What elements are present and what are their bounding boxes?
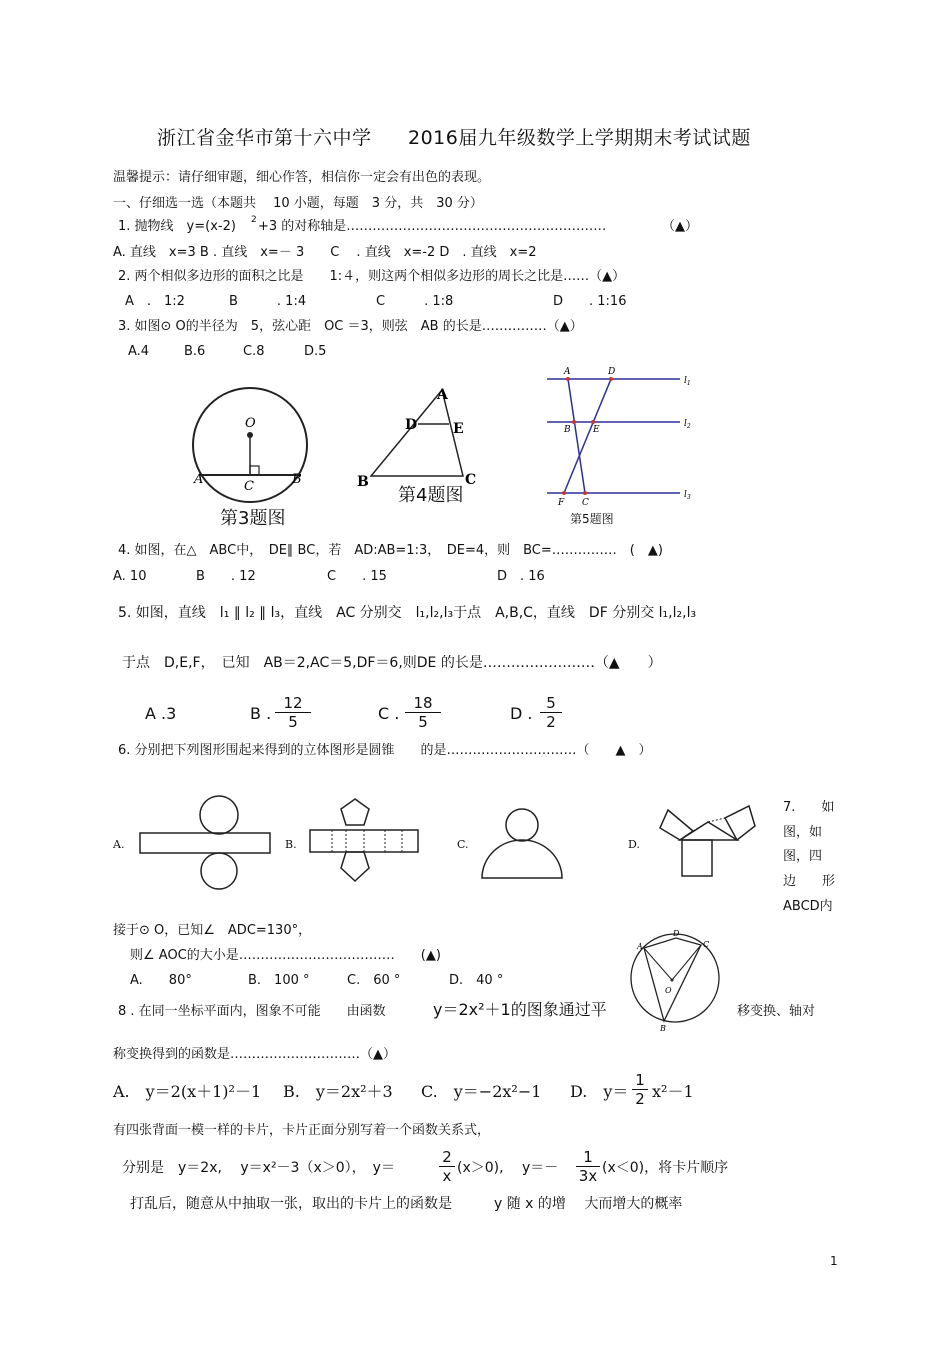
q6-figure-a (130, 795, 260, 895)
label-b: B (660, 1024, 666, 1033)
q7-option-b: B. 100 ° (248, 973, 310, 988)
denominator: 2 (632, 1089, 648, 1108)
q6-label-d: D. (628, 838, 640, 851)
label-o: O (665, 986, 672, 995)
q5-option-b: B . (250, 704, 272, 723)
q7-option-c: C. 60 ° (347, 973, 401, 988)
label-e: E (453, 421, 464, 437)
q9-line-2a: 分别是 y＝2x, y＝x²－3（x＞0）， y＝ (122, 1160, 395, 1176)
denominator: 2 (540, 712, 562, 731)
q4-option-b: B . 12 (196, 569, 256, 584)
label-d: D (405, 417, 418, 433)
q7-side-4: 边 形 (783, 874, 836, 889)
q5-line-2: 于点 D,E,F， 已知 AB＝2,AC＝5,DF＝6,则DE 的长是……………………（▲ ） (122, 655, 662, 671)
q8-function: y＝2x²＋1的图象通过平 (433, 1000, 607, 1019)
q2-option-d: D . 1:16 (553, 294, 627, 309)
q8-option-d: D. y＝ (570, 1082, 629, 1101)
q1-sup: 2 (251, 215, 257, 225)
q2-option-b: B . 1:4 (229, 294, 307, 309)
q3-option-d: D.5 (304, 344, 327, 359)
denominator: 5 (405, 712, 441, 731)
numerator: 1 (635, 1071, 645, 1089)
q1-stem-2: +3 的对称轴是…………………………………………………… (258, 219, 607, 234)
point-c (583, 491, 587, 495)
q6-figure-b (305, 795, 425, 895)
q8-frac-d (632, 1071, 648, 1108)
q8-option-b: B. y＝2x²＋3 (283, 1082, 393, 1101)
q8-option-c: C. y＝−2x²−1 (421, 1082, 542, 1101)
q3-option-a: A.4 (128, 344, 150, 359)
label-a: A (437, 387, 448, 403)
q8-stem-2: 移变换、轴对 (737, 1004, 816, 1019)
q7-figure (625, 925, 735, 1040)
fig4-caption: 第4题图 (398, 485, 464, 506)
q6-stem: 6. 分别把下列图形围起来得到的立体图形是圆锥 的是…………………………（ ▲ ） (118, 743, 652, 758)
q1-stem: 1. 抛物线 y=(x-2) (118, 219, 236, 234)
numerator: 1 (583, 1148, 593, 1166)
denominator: x (439, 1166, 455, 1185)
q4-stem: 4. 如图，在△ ABC中， DE∥ BC，若 AD:AB=1:3， DE=4，则 BC=…………… ( ▲) (118, 543, 663, 558)
q6-label-a: A. (113, 838, 125, 851)
q3-stem: 3. 如图⊙ O的半径为 5，弦心距 OC ＝3，则弦 AB 的长是……………（▲） (118, 319, 583, 334)
figure-4 (355, 385, 485, 495)
q7-option-d: D. 40 ° (449, 973, 504, 988)
label-c: C (582, 498, 589, 508)
q9-frac-1 (439, 1148, 455, 1185)
numerator: 5 (546, 694, 556, 712)
tip: 温馨提示：请仔细审题，细心作答，相信你一定会有出色的表现。 (113, 170, 491, 185)
q7-option-a: A. 80° (130, 973, 192, 988)
q7-side-5: ABCD内 (783, 899, 833, 914)
right-angle-mark (250, 466, 259, 475)
label-b: B (357, 474, 369, 490)
q5-option-c: C . (378, 704, 400, 723)
label-a: A (194, 472, 204, 487)
q9-line-1: 有四张背面一模一样的卡片，卡片正面分别写着一个函数关系式， (113, 1123, 491, 1138)
q4-option-c: C . 15 (327, 569, 387, 584)
q7-side-2: 图，如 (783, 825, 823, 840)
q5-line-1: 5. 如图，直线 l₁ ∥ l₂ ∥ l₃，直线 AC 分别交 l₁,l₂,l₃于点 A,B,C，直线 DF 分别交 l₁,l₂,l₃ (118, 605, 697, 621)
label-c: C (703, 940, 710, 949)
denominator: 5 (275, 712, 311, 731)
q3-option-b: B.6 (184, 344, 206, 359)
point-e (591, 420, 595, 424)
q4-option-a: A. 10 (113, 569, 147, 584)
q1-options: A. 直线 x=3 B . 直线 x=－ 3 C . 直线 x=-2 D . 直线 x=2 (113, 245, 537, 260)
q5-frac-d (540, 694, 562, 731)
q5-option-a: A .3 (145, 704, 177, 723)
title-exam: 2016届九年级数学上学期期末考试试题 (408, 127, 751, 149)
q2-option-a: A . 1:2 (125, 294, 185, 309)
label-c: C (465, 472, 477, 488)
q1-mark: （▲） (662, 219, 698, 234)
label-c: C (244, 479, 254, 494)
label-a: A (564, 367, 571, 377)
title-school: 浙江省金华市第十六中学 (157, 127, 372, 149)
label-e: E (593, 425, 600, 435)
q6-label-c: C. (457, 838, 469, 851)
triangle-abc (371, 390, 463, 476)
label-b: B (564, 425, 571, 435)
q2-option-c: C . 1:8 (376, 294, 454, 309)
fig5-caption: 第5题图 (570, 512, 614, 526)
fig3-caption: 第3题图 (220, 508, 286, 529)
point-a (566, 377, 570, 381)
label-a: A (637, 942, 643, 951)
q8-line-2: 称变换得到的函数是…………………………（▲） (113, 1047, 396, 1062)
denominator: 3x (576, 1166, 600, 1185)
point-d (609, 377, 613, 381)
q7-side-3: 图，四 (783, 849, 823, 864)
q8-option-a: A. y＝2(x＋1)²－1 (113, 1082, 262, 1101)
label-o: O (245, 416, 256, 431)
center-point (247, 432, 253, 438)
q3-option-c: C.8 (243, 344, 265, 359)
label-l1: $l_1$ (684, 376, 691, 387)
q2-stem: 2. 两个相似多边形的面积之比是 1:４，则这两个相似多边形的周长之比是……（▲） (118, 269, 626, 284)
q5-frac-c (405, 694, 441, 731)
point-b (572, 420, 576, 424)
q5-option-d: D . (510, 704, 533, 723)
page-number: 1 (830, 1254, 838, 1268)
numerator: 2 (442, 1148, 452, 1166)
label-l3: $l_3$ (684, 490, 691, 501)
q7-stem-2: 则∠ AOC的大小是……………………………… (▲) (130, 948, 441, 963)
q7-side-1: 7. 如 (783, 800, 835, 815)
label-f: F (558, 498, 565, 508)
section-1-heading: 一、仔细选一选（本题共 10 小题，每题 3 分，共 30 分） (113, 196, 483, 211)
q9-frac-2 (576, 1148, 600, 1185)
q8-stem: 8 . 在同一坐标平面内，图象不可能 由函数 (118, 1004, 386, 1019)
label-l2: $l_2$ (684, 419, 691, 430)
q6-label-b: B. (285, 838, 297, 851)
label-d: D (608, 367, 616, 377)
numerator: 18 (413, 694, 433, 712)
q8-option-d-tail: x²－1 (652, 1082, 694, 1101)
numerator: 12 (283, 694, 303, 712)
point-f (562, 491, 566, 495)
q6-figure-c (480, 805, 580, 885)
q6-figure-d (650, 800, 760, 880)
q9-line-2b: (x＞0), y＝－ (457, 1160, 559, 1176)
label-b: B (292, 472, 302, 487)
figure-5 (540, 362, 710, 512)
label-d: D (673, 929, 680, 938)
q9-line-2c: (x＜0)，将卡片顺序 (602, 1160, 729, 1176)
q5-frac-b (275, 694, 311, 731)
q9-line-3: 打乱后，随意从中抽取一张，取出的卡片上的函数是 y 随 x 的增 大而增大的概率 (130, 1196, 683, 1212)
q7-stem: 接于⊙ O，已知∠ ADC=130°， (113, 923, 312, 938)
q4-option-d: D . 16 (497, 569, 545, 584)
